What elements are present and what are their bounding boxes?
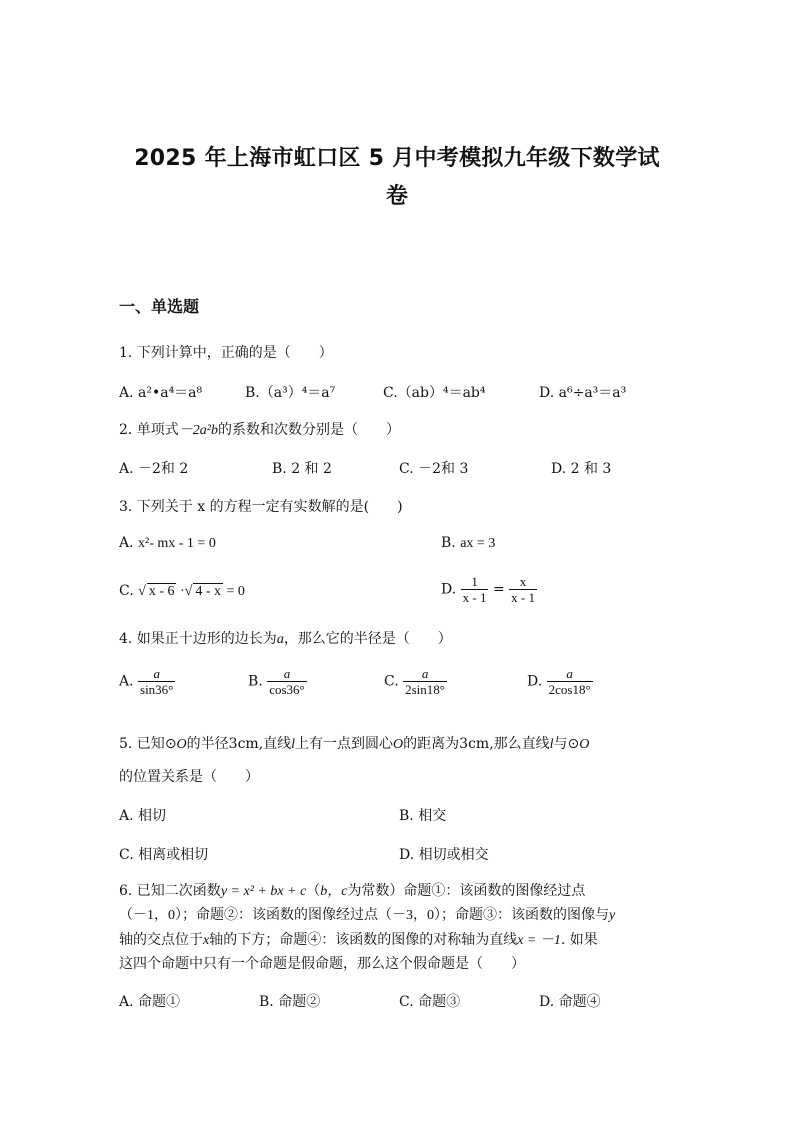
q4-a-label: A. xyxy=(119,673,134,690)
q1-option-b: B.（a³）⁴＝a⁷ xyxy=(245,385,336,401)
q5-o1: O xyxy=(176,737,187,752)
q3-c-tail: = 0 xyxy=(226,584,245,599)
q4-b-num: a xyxy=(267,666,307,682)
q5-l1: l xyxy=(291,737,296,752)
q4-stem-post: ，那么它的半径是（ ） xyxy=(283,631,452,647)
q6-option-d: D. 命题④ xyxy=(539,994,601,1010)
q5-l2: l xyxy=(549,737,554,752)
q6-l3-mid: 轴的下方；命题④：该函数的图像的对称轴为直线 xyxy=(209,932,518,948)
q6-point-1: （－1，0） xyxy=(119,908,182,923)
q3-option-b-expr: ax = 3 xyxy=(460,536,496,551)
q6-option-c: C. 命题③ xyxy=(399,994,461,1010)
q5-p1: 5. 已知 xyxy=(119,736,165,752)
q2-stem-pre: 2. 单项式 xyxy=(119,422,179,438)
q3-option-c-label: C. xyxy=(119,583,134,599)
q3-option-b-label: B. xyxy=(441,535,456,551)
q2-stem xyxy=(119,419,400,439)
q6-stem-line-3 xyxy=(119,929,598,949)
q6-axis-expr: x = －1 xyxy=(517,933,561,948)
q5-option-b: B. 相交 xyxy=(399,808,447,824)
q4-var: a xyxy=(276,632,284,647)
q2-monomial: －2a²b xyxy=(178,423,219,438)
q5-o3: O xyxy=(579,737,590,752)
title-line-2: 卷 xyxy=(385,184,409,209)
q6-stem-line-1 xyxy=(119,880,585,900)
q3-d-num-1: 1 xyxy=(461,574,489,590)
q3-c-dot: · xyxy=(179,584,185,599)
q2-stem-post: 的系数和次数分别是（ ） xyxy=(218,422,401,438)
q4-c-num: a xyxy=(403,666,447,682)
q6-l3-post: . 如果 xyxy=(560,932,598,948)
q6-point-2: （－3，0） xyxy=(378,908,441,923)
q3-option-a-label: A. xyxy=(119,535,134,551)
q3-d-den-1: x - 1 xyxy=(462,590,487,605)
q6-l3-x: x xyxy=(203,933,210,948)
q6-l1-mid: （ xyxy=(306,883,321,899)
section-heading: 一、单选题 xyxy=(119,297,200,316)
q6-l1-bc: b，c xyxy=(320,884,348,899)
q4-d-num: a xyxy=(547,666,593,682)
q5-stem-line-1 xyxy=(119,733,589,753)
q6-option-b: B. 命题② xyxy=(259,994,321,1010)
q3-option-d-label: D. xyxy=(441,581,457,598)
q3-d-den-2: x - 1 xyxy=(511,590,535,605)
q1-option-d: D. a⁶÷a³＝a³ xyxy=(539,385,627,401)
q3-option-a-expr: x²- mx - 1 = 0 xyxy=(138,536,216,551)
q4-option-b xyxy=(248,666,307,697)
q2-option-a: A. －2和 2 xyxy=(119,461,189,477)
q3-option-a xyxy=(119,535,216,552)
q4-b-den: cos36° xyxy=(269,682,305,697)
q5-p5: 与 xyxy=(553,736,568,752)
q3-option-d xyxy=(441,574,537,605)
q6-stem-line-4: 这四个命题中只有一个命题是假命题，那么这个假命题是（ ） xyxy=(119,956,525,972)
q1-option-a: A. a²•a⁴＝a⁸ xyxy=(119,385,203,401)
q5-p4: 的距离为3cm,那么直线 xyxy=(403,736,550,752)
q1-stem: 1. 下列计算中，正确的是（ ） xyxy=(119,345,333,361)
q4-d-den: 2cos18° xyxy=(548,682,591,697)
q6-option-a: A. 命题① xyxy=(119,994,181,1010)
q6-function-expr: y = x² + bx + c xyxy=(220,884,307,899)
q3-d-num-2: x xyxy=(509,574,537,590)
title-line-1: 2025 年上海市虹口区 5 月中考模拟九年级下数学试 xyxy=(134,146,660,171)
q4-c-den: 2sin18° xyxy=(405,682,445,697)
q5-option-c: C. 相离或相切 xyxy=(119,847,209,863)
q6-l2-post: ；命题③：该函数的图像与 xyxy=(441,907,609,923)
circle-symbol-icon-2: ⊙ xyxy=(567,736,580,752)
q3-stem: 3. 下列关于 x 的方程一定有实数解的是( ) xyxy=(119,499,403,515)
q5-option-d: D. 相切或相交 xyxy=(399,847,489,863)
q2-option-c: C. －2和 3 xyxy=(399,461,469,477)
page-title xyxy=(110,140,684,216)
q4-option-c xyxy=(384,666,447,697)
q6-stem-line-2 xyxy=(119,904,615,924)
q1-option-c: C.（ab）⁴＝ab⁴ xyxy=(383,385,486,401)
q5-option-a: A. 相切 xyxy=(119,808,167,824)
q3-c-radicand-1: x - 6 xyxy=(148,584,175,599)
q3-d-eq: = xyxy=(492,581,505,598)
q5-o2: O xyxy=(393,737,404,752)
q2-option-b: B. 2 和 2 xyxy=(272,461,332,477)
q4-d-label: D. xyxy=(527,673,543,690)
q4-b-label: B. xyxy=(248,673,263,690)
q4-c-label: C. xyxy=(384,673,399,690)
q4-stem xyxy=(119,628,452,648)
q5-p2: 的半径3cm,直线 xyxy=(186,736,292,752)
q6-l1-post: 为常数）命题①：该函数的图像经过点 xyxy=(347,883,586,899)
q5-stem-line-2: 的位置关系是（ ） xyxy=(119,769,259,785)
q3-c-radicand-2: 4 - x xyxy=(195,584,222,599)
q5-p3: 上有一点到圆心 xyxy=(295,736,394,752)
q4-stem-pre: 4. 如果正十边形的边长为 xyxy=(119,631,277,647)
q4-a-den: sin36° xyxy=(140,682,174,697)
q4-a-num: a xyxy=(138,666,175,682)
q4-option-d xyxy=(527,666,593,697)
q6-l3-pre: 轴的交点位于 xyxy=(119,932,203,948)
q3-option-c: C. √ x - 6 ·√ 4 - x = 0 xyxy=(119,583,245,599)
q6-l1-pre: 6. 已知二次函数 xyxy=(119,883,221,899)
q4-option-a xyxy=(119,666,175,697)
q6-l2-y: y xyxy=(609,908,616,923)
q6-l2-mid: ；命题②：该函数的图像经过点 xyxy=(182,907,378,923)
circle-symbol-icon: ⊙ xyxy=(164,736,177,752)
q2-option-d: D. 2 和 3 xyxy=(551,461,612,477)
q3-option-b xyxy=(441,535,495,552)
